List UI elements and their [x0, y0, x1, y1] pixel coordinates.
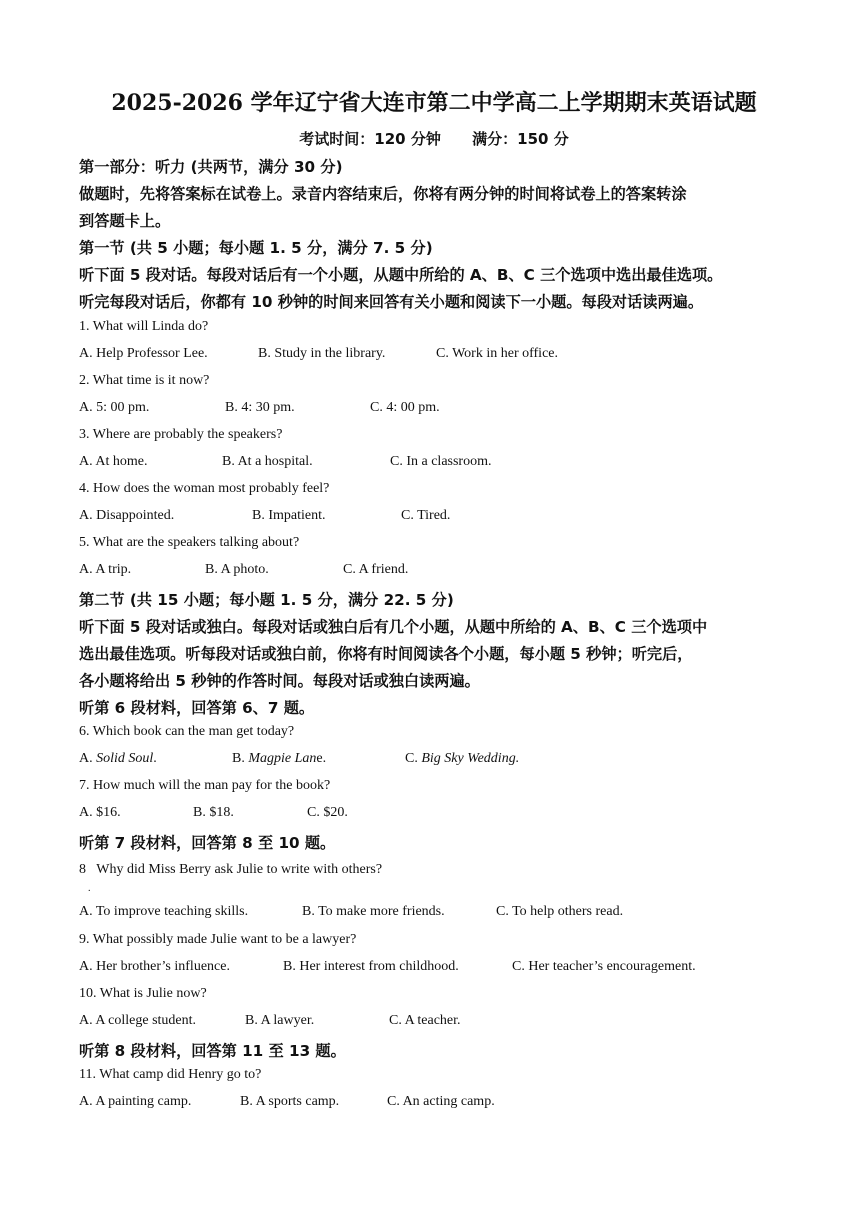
question-7: 7. How much will the man pay for the book? — [79, 778, 331, 793]
question-1: 1. What will Linda do? — [79, 319, 209, 334]
exam-info: 考试时间：120 分钟 满分：150 分 — [299, 130, 569, 148]
q4-option-a: A. Disappointed. — [79, 508, 175, 523]
section1-instruction-line2: 听完每段对话后，你都有 10 秒钟的时间来回答有关小题和阅读下一小题。每段对话读两遍。 — [79, 293, 704, 311]
question-8: 8 Why did Miss Berry ask Julie to write with others? — [79, 862, 383, 877]
q9-option-c: C. Her teacher’s encouragement. — [512, 959, 696, 974]
section2-heading: 第二节 (共 15 小题；每小题 1. 5 分，满分 22. 5 分) — [79, 591, 454, 609]
q5-option-a: A. A trip. — [79, 562, 132, 577]
q1-option-b: B. Study in the library. — [258, 346, 386, 361]
material-6-heading: 听第 6 段材料，回答第 6、7 题。 — [79, 699, 315, 717]
q8-stray-dot: . — [88, 883, 91, 894]
material-7-heading: 听第 7 段材料，回答第 8 至 10 题。 — [79, 834, 336, 852]
section2-instruction-line1: 听下面 5 段对话或独白。每段对话或独白后有几个小题，从题中所给的 A、B、C 三个选项中 — [79, 618, 708, 636]
part1-instruction-line2: 到答题卡上。 — [79, 212, 171, 230]
q7-option-a: A. $16. — [79, 805, 121, 820]
q5-option-b: B. A photo. — [205, 562, 269, 577]
q3-option-c: C. In a classroom. — [390, 454, 492, 469]
q4-option-c: C. Tired. — [401, 508, 451, 523]
q6-option-a-suffix: . — [153, 751, 157, 766]
question-3: 3. Where are probably the speakers? — [79, 427, 283, 442]
q1-option-c: C. Work in her office. — [436, 346, 558, 361]
q8-option-b: B. To make more friends. — [302, 904, 445, 919]
section1-instruction-line1: 听下面 5 段对话。每段对话后有一个小题，从题中所给的 A、B、C 三个选项中选出最佳选项。 — [79, 266, 723, 284]
q2-option-b: B. 4: 30 pm. — [225, 400, 295, 415]
question-9: 9. What possibly made Julie want to be a lawyer? — [79, 932, 357, 947]
q9-option-a: A. Her brother’s influence. — [79, 959, 230, 974]
q2-option-a: A. 5: 00 pm. — [79, 400, 150, 415]
q9-option-b: B. Her interest from childhood. — [283, 959, 459, 974]
q8-option-a: A. To improve teaching skills. — [79, 904, 249, 919]
q6-option-a-letter: A. — [79, 751, 97, 766]
q10-option-a: A. A college student. — [79, 1013, 197, 1028]
section2-instruction-line3: 各小题将给出 5 秒钟的作答时间。每段对话或独白读两遍。 — [79, 672, 480, 690]
q2-option-c: C. 4: 00 pm. — [370, 400, 440, 415]
q11-option-c: C. An acting camp. — [387, 1094, 495, 1109]
part1-heading: 第一部分：听力 (共两节，满分 30 分) — [79, 158, 343, 176]
q6-option-b-title: Magpie Lan — [248, 751, 317, 766]
question-2: 2. What time is it now? — [79, 373, 210, 388]
part1-instruction-line1: 做题时，先将答案标在试卷上。录音内容结束后，你将有两分钟的时间将试卷上的答案转涂 — [79, 185, 687, 203]
question-10: 10. What is Julie now? — [79, 986, 207, 1001]
section1-heading: 第一节 (共 5 小题；每小题 1. 5 分，满分 7. 5 分) — [79, 239, 433, 257]
q5-option-c: C. A friend. — [343, 562, 409, 577]
q6-option-a-title: Solid Soul — [96, 751, 154, 766]
q6-option-c — [405, 751, 519, 767]
question-5: 5. What are the speakers talking about? — [79, 535, 300, 550]
q7-option-c: C. $20. — [307, 805, 348, 820]
q6-option-b-suffix: e. — [316, 751, 327, 766]
q11-option-a: A. A painting camp. — [79, 1094, 192, 1109]
q3-option-b: B. At a hospital. — [222, 454, 313, 469]
q6-option-c-title: Big Sky Wedding. — [421, 751, 520, 766]
q10-option-b: B. A lawyer. — [245, 1013, 315, 1028]
q10-option-c: C. A teacher. — [389, 1013, 461, 1028]
material-8-heading: 听第 8 段材料，回答第 11 至 13 题。 — [79, 1042, 346, 1060]
section2-instruction-line2: 选出最佳选项。听每段对话或独白前，你将有时间阅读各个小题，每小题 5 秒钟；听完后， — [79, 645, 693, 663]
question-4: 4. How does the woman most probably feel? — [79, 481, 330, 496]
question-11: 11. What camp did Henry go to? — [79, 1067, 262, 1082]
q6-option-c-letter: C. — [405, 751, 422, 766]
q6-option-b-letter: B. — [232, 751, 249, 766]
q6-option-a — [79, 751, 157, 767]
q1-option-a: A. Help Professor Lee. — [79, 346, 208, 361]
q6-option-b — [232, 751, 326, 767]
q7-option-b: B. $18. — [193, 805, 234, 820]
exam-title: 2025-2026 学年辽宁省大连市第二中学高二上学期期末英语试题 — [111, 90, 757, 116]
q8-option-c: C. To help others read. — [496, 904, 624, 919]
q11-option-b: B. A sports camp. — [240, 1094, 340, 1109]
question-6: 6. Which book can the man get today? — [79, 724, 295, 739]
q4-option-b: B. Impatient. — [252, 508, 326, 523]
q3-option-a: A. At home. — [79, 454, 148, 469]
